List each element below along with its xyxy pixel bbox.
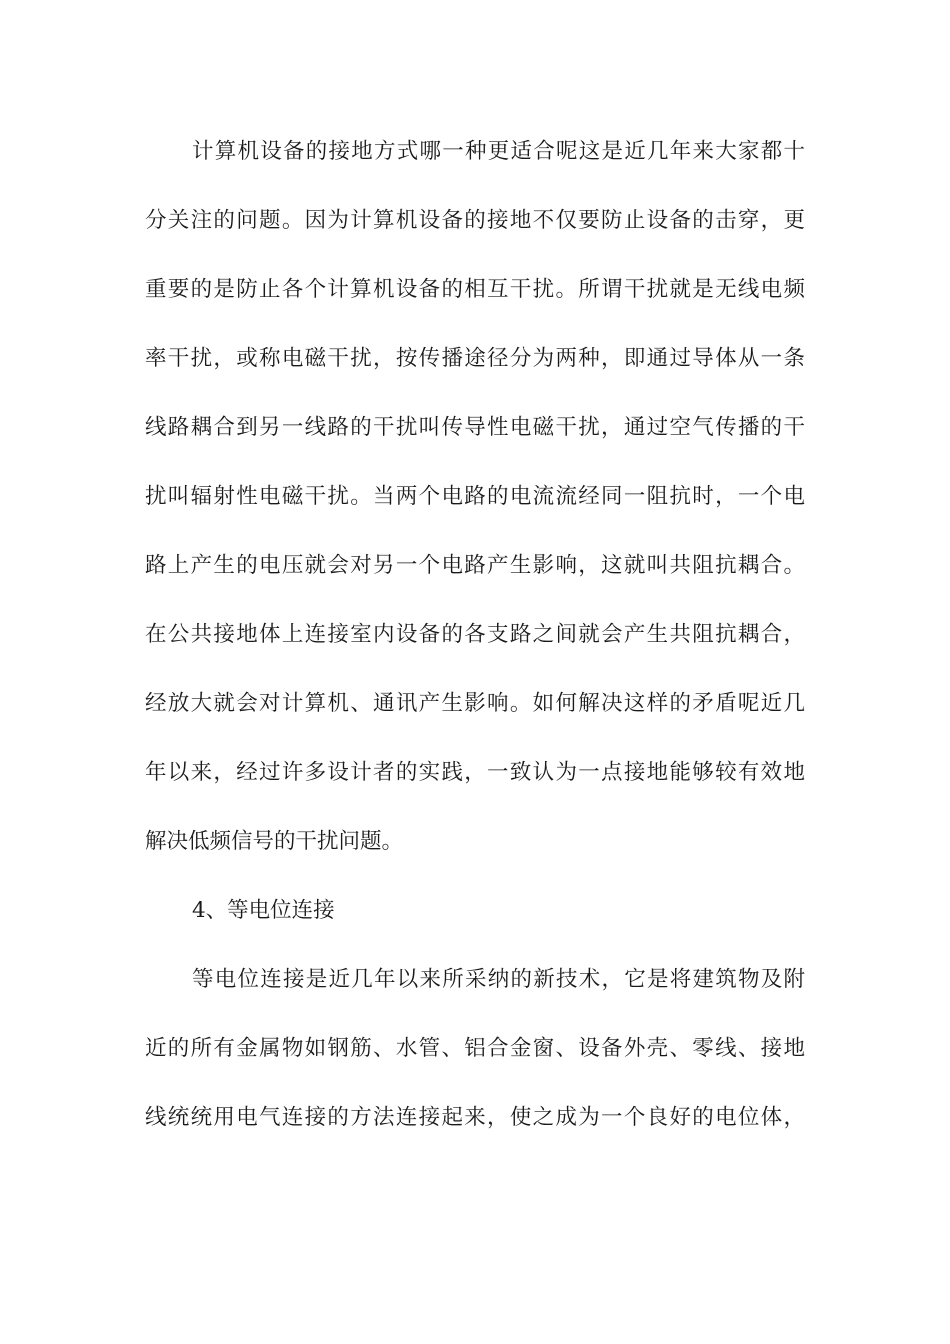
paragraph-1-line-5: 线路耦合到另一线路的干扰叫传导性电磁干扰，通过空气传播的干 [145,415,805,440]
paragraph-2-line-1: 等电位连接是近几年以来所采纳的新技术，它是将建筑物及附 [192,967,805,992]
paragraph-2-line-2: 近的所有金属物如钢筋、水管、铝合金窗、设备外壳、零线、接地 [145,1036,805,1061]
paragraph-1-line-1: 计算机设备的接地方式哪一种更适合呢这是近几年来大家都十 [192,139,805,164]
paragraph-1-line-3: 重要的是防止各个计算机设备的相互干扰。所谓干扰就是无线电频 [145,277,805,302]
section-heading: 4、等电位连接 [192,898,335,923]
paragraph-1-line-8: 在公共接地体上连接室内设备的各支路之间就会产生共阻抗耦合， [145,622,805,647]
paragraph-1-line-11: 解决低频信号的干扰问题。 [145,829,404,854]
paragraph-1-line-10: 年以来，经过许多设计者的实践，一致认为一点接地能够较有效地 [145,760,805,785]
paragraph-1-line-7: 路上产生的电压就会对另一个电路产生影响，这就叫共阻抗耦合。 [145,553,805,578]
paragraph-1-line-9: 经放大就会对计算机、通讯产生影响。如何解决这样的矛盾呢近几 [145,691,805,716]
paragraph-1-line-4: 率干扰，或称电磁干扰，按传播途径分为两种，即通过导体从一条 [145,346,805,371]
paragraph-2-line-3: 线统统用电气连接的方法连接起来，使之成为一个良好的电位体， [145,1105,805,1130]
paragraph-1-line-2: 分关注的问题。因为计算机设备的接地不仅要防止设备的击穿，更 [145,208,805,233]
paragraph-1-line-6: 扰叫辐射性电磁干扰。当两个电路的电流流经同一阻抗时，一个电 [145,484,805,509]
